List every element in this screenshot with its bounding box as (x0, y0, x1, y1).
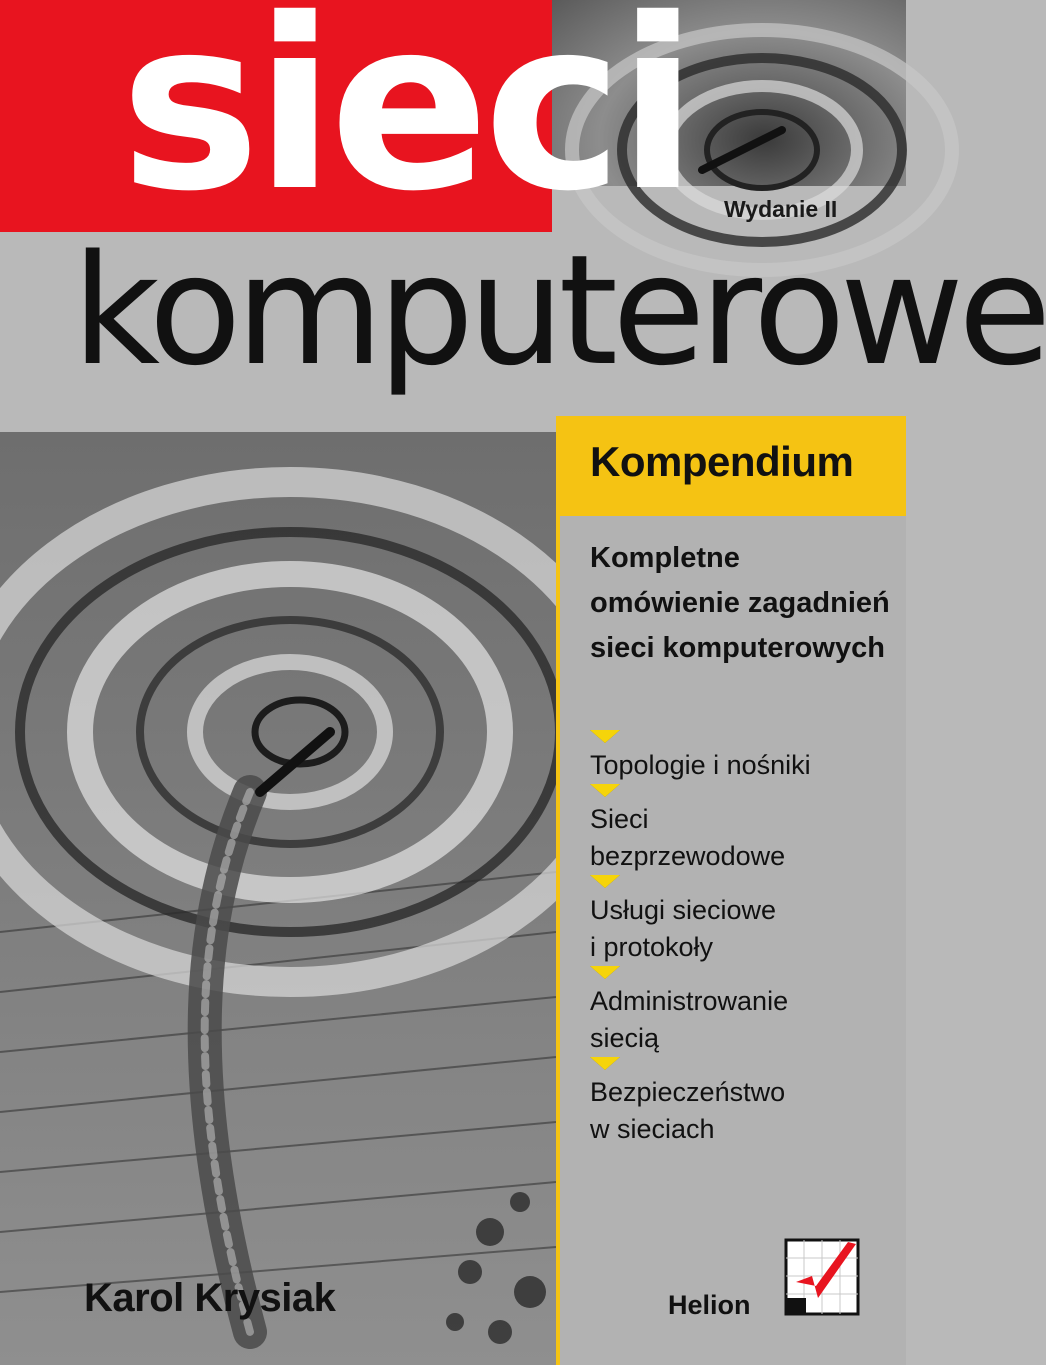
topic-line: Bezpieczeństwo (590, 1077, 786, 1107)
publisher-name: Helion (668, 1290, 751, 1320)
author-name: Karol Krysiak (84, 1276, 336, 1320)
edition-label: Wydanie II (724, 196, 838, 222)
list-item (560, 966, 906, 1057)
triangle-bullet-icon (590, 875, 620, 888)
triangle-bullet-icon (590, 784, 620, 797)
topic-line: Administrowanie (590, 986, 789, 1016)
list-item (560, 1057, 906, 1148)
tagline: Kompletne omówienie zagadnień sieci komputerowych (590, 542, 890, 664)
topics-list (560, 730, 906, 1148)
triangle-bullet-icon (590, 1057, 620, 1070)
topic-line: w sieciach (590, 1114, 715, 1144)
triangle-bullet-icon (590, 730, 620, 743)
publisher-logo-icon (782, 1236, 864, 1320)
triangle-bullet-icon (590, 966, 620, 979)
spiral-photo-main (0, 432, 556, 1365)
topic-line: Topologie i nośniki (590, 750, 811, 780)
series-label: Kompendium (590, 438, 854, 485)
topic-line: siecią (590, 1023, 660, 1053)
cover-photo-main (0, 432, 556, 1365)
series-block (556, 416, 906, 516)
topic-line: i protokoły (590, 932, 714, 962)
topic-line: bezprzewodowe (590, 841, 786, 871)
list-item (560, 875, 906, 966)
list-item (560, 784, 906, 875)
topic-line: Usługi sieciowe (590, 895, 777, 925)
list-item (560, 730, 906, 784)
book-title-line2: komputerowe (72, 222, 1046, 399)
book-title-line1: sieci (120, 0, 693, 243)
topic-line: Sieci (590, 804, 649, 834)
